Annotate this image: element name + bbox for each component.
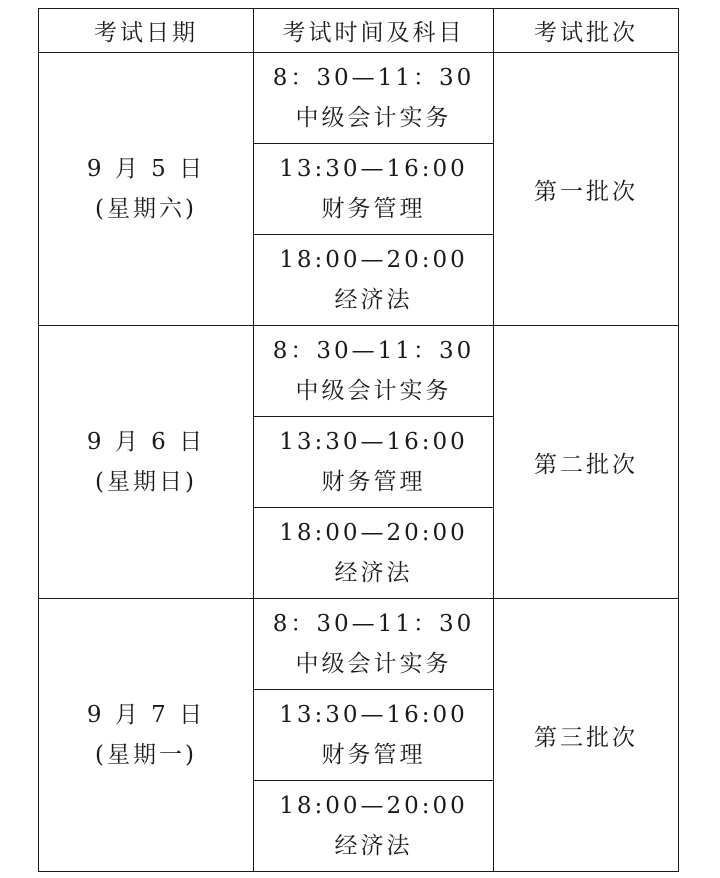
exam-time: 18:00—20:00 — [279, 793, 468, 819]
exam-batch-cell — [494, 326, 679, 599]
exam-weekday: (星期日) — [95, 469, 197, 495]
header-exam-time-subject: 考试时间及科目 — [254, 9, 494, 53]
exam-time: 13:30—16:00 — [279, 429, 468, 455]
exam-slot-cell — [254, 326, 494, 417]
exam-subject: 中级会计实务 — [295, 105, 452, 131]
exam-date-cell — [39, 53, 254, 326]
table-header-row — [39, 9, 679, 53]
table-row — [39, 599, 679, 690]
exam-time: 18:00—20:00 — [279, 247, 468, 273]
exam-slot-cell — [254, 144, 494, 235]
exam-slot-cell — [254, 508, 494, 599]
header-exam-batch: 考试批次 — [494, 9, 679, 53]
exam-batch: 第一批次 — [534, 178, 638, 205]
exam-batch-cell — [494, 599, 679, 872]
table-row — [39, 326, 679, 417]
exam-subject: 中级会计实务 — [295, 378, 452, 404]
exam-time: 13:30—16:00 — [279, 702, 468, 728]
exam-batch: 第三批次 — [534, 724, 638, 751]
exam-date: 9 月 6 日 — [86, 429, 206, 455]
exam-slot-cell — [254, 781, 494, 872]
exam-batch-cell — [494, 53, 679, 326]
exam-date: 9 月 7 日 — [86, 702, 206, 728]
exam-time: 8：30—11：30 — [272, 338, 475, 364]
header-exam-date: 考试日期 — [39, 9, 254, 53]
exam-date: 9 月 5 日 — [86, 156, 206, 182]
exam-schedule-table — [38, 8, 679, 872]
exam-slot-cell — [254, 417, 494, 508]
exam-time: 8：30—11：30 — [272, 65, 475, 91]
exam-subject: 财务管理 — [321, 469, 426, 495]
exam-date-cell — [39, 599, 254, 872]
exam-date-cell — [39, 326, 254, 599]
exam-weekday: (星期六) — [95, 196, 197, 222]
exam-subject: 中级会计实务 — [295, 651, 452, 677]
table-row — [39, 53, 679, 144]
exam-time: 18:00—20:00 — [279, 520, 468, 546]
exam-subject: 经济法 — [334, 287, 413, 313]
exam-slot-cell — [254, 53, 494, 144]
exam-subject: 财务管理 — [321, 742, 426, 768]
exam-slot-cell — [254, 235, 494, 326]
exam-weekday: (星期一) — [95, 742, 197, 768]
exam-slot-cell — [254, 690, 494, 781]
exam-batch: 第二批次 — [534, 451, 638, 478]
exam-subject: 财务管理 — [321, 196, 426, 222]
exam-slot-cell — [254, 599, 494, 690]
exam-subject: 经济法 — [334, 560, 413, 586]
exam-time: 8：30—11：30 — [272, 611, 475, 637]
exam-subject: 经济法 — [334, 833, 413, 859]
exam-time: 13:30—16:00 — [279, 156, 468, 182]
